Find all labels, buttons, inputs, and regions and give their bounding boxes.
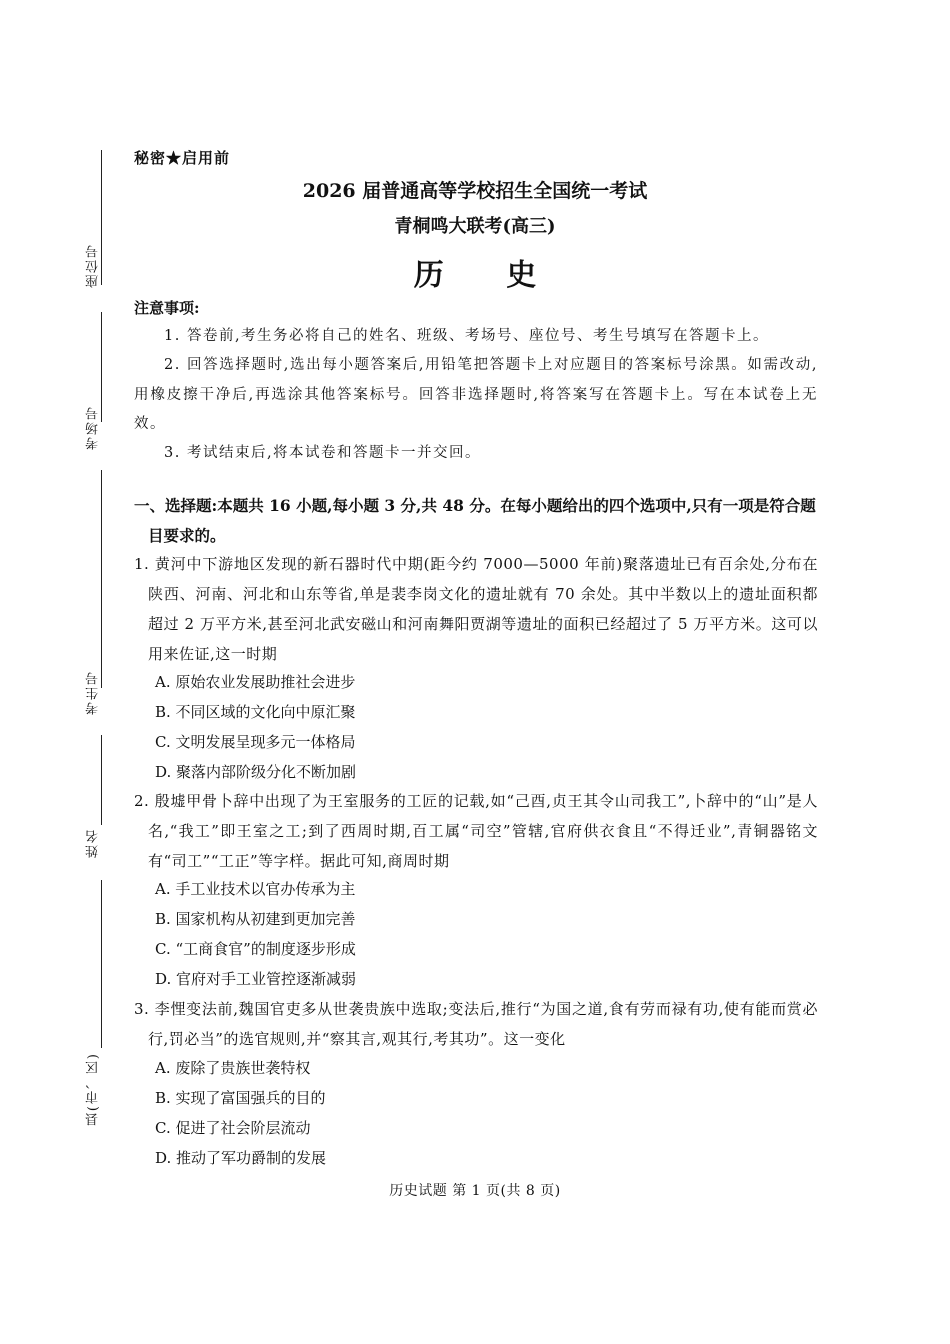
question-option: C. 促进了社会阶层流动 — [155, 1119, 311, 1137]
question-option: C. 文明发展呈现多元一体格局 — [155, 733, 356, 751]
notice-item: 2. 回答选择题时,选出每小题答案后,用铅笔把答题卡上对应题目的答案标号涂黑。如需改动,用橡皮擦干净后,再选涂其他答案标号。回答非选择题时,将答案写在答题卡上。写在本试卷上无效。 — [134, 357, 818, 432]
subject-title: 历 史 — [413, 258, 563, 293]
exam-title: 2026 届普通高等学校招生全国统一考试 — [302, 180, 648, 202]
question-stem: 1. 黄河中下游地区发现的新石器时代中期(距今约 7000—5000 年前)聚落遗址已有百余处,分布在陕西、河南、河北和山东等省,单是裴李岗文化的遗址就有 70 余处。其中半数以上的遗址面积都超过 2 万平方米,甚至河北武安磁山和河南舞阳贾湖等遗址的面积已经超过了 5 万平方米。这可以用来佐证,这一时期 — [134, 555, 818, 663]
notice-heading: 注意事项: — [134, 299, 200, 317]
notice-item: 1. 答卷前,考生务必将自己的姓名、班级、考场号、座位号、考生号填写在答题卡上。 — [164, 328, 770, 344]
question-option: D. 官府对手工业管控逐渐减弱 — [155, 970, 357, 988]
question-stem: 2. 殷墟甲骨卜辞中出现了为王室服务的工匠的记载,如“己酉,贞王其令山司我工”,卜辞中的“山”是人名,“我工”即王室之工;到了西周时期,百工属“司空”管辖,官府供衣食且“不得迁业”,青铜器铭文有“司工”“工正”等字样。据此可知,商周时期 — [134, 792, 818, 870]
question-option: A. 废除了贵族世袭特权 — [155, 1059, 311, 1077]
margin-label-room: 考场号 — [86, 405, 101, 450]
margin-line-county — [101, 880, 102, 1048]
exam-subtitle: 青桐鸣大联考(高三) — [394, 216, 556, 237]
margin-line-exam-number — [101, 470, 102, 688]
question-option: A. 手工业技术以官办传承为主 — [155, 880, 356, 898]
question-option: C. “工商食官”的制度逐步形成 — [155, 940, 356, 958]
confidential-mark: 秘密★启用前 — [134, 149, 231, 167]
margin-label-exam-number: 考生号 — [86, 670, 101, 715]
notice-item: 3. 考试结束后,将本试卷和答题卡一并交回。 — [164, 445, 482, 461]
page-footer: 历史试题 第 1 页(共 8 页) — [389, 1183, 561, 1199]
question-option: B. 国家机构从初建到更加完善 — [155, 910, 356, 928]
margin-label-seat: 座位号 — [86, 243, 101, 288]
question-option: D. 推动了军功爵制的发展 — [155, 1149, 327, 1167]
section-heading: 一、选择题:本题共 16 小题,每小题 3 分,共 48 分。在每小题给出的四个选项中,只有一项是符合题目要求的。 — [134, 496, 816, 545]
margin-line-name — [101, 735, 102, 825]
question-option: D. 聚落内部阶级分化不断加剧 — [155, 763, 357, 781]
question-option: A. 原始农业发展助推社会进步 — [155, 673, 356, 691]
question-option: B. 不同区域的文化向中原汇聚 — [155, 703, 356, 721]
question-option: B. 实现了富国强兵的目的 — [155, 1089, 326, 1107]
margin-label-name: 姓名 — [86, 828, 101, 858]
question-stem: 3. 李悝变法前,魏国官吏多从世袭贵族中选取;变法后,推行“为国之道,食有劳而禄有功,使有能而赏必行,罚必当”的选官规则,并“察其言,观其行,考其功”。这一变化 — [134, 1000, 818, 1048]
margin-label-county: 县(市、区) — [86, 1052, 101, 1127]
